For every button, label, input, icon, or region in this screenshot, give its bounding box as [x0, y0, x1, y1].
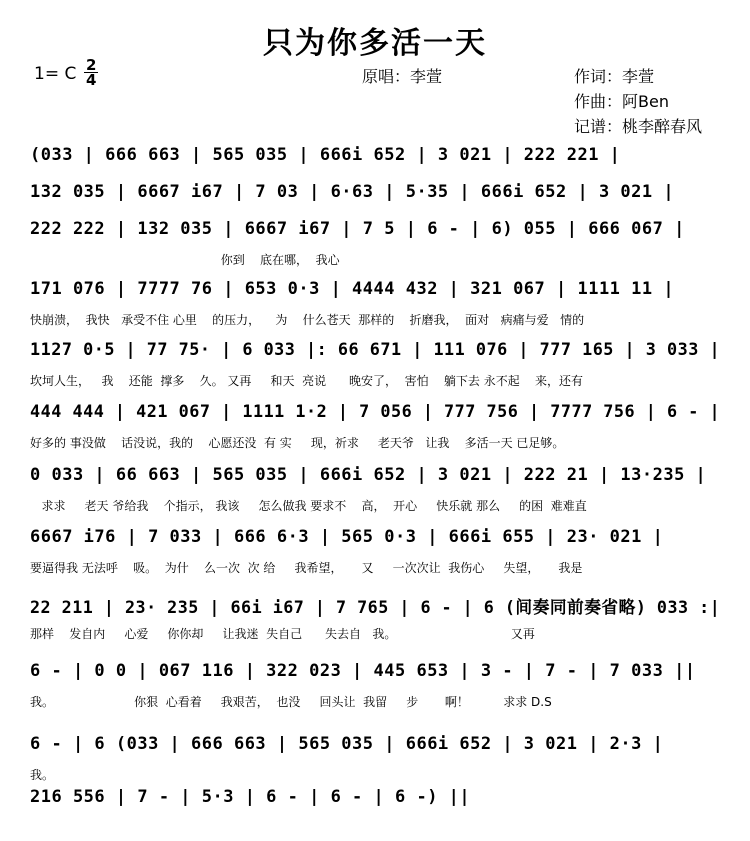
notes-line-1: (033 | 666 663 | 565 035 | 666i 652 | 3 021 | 222 221 | [30, 145, 621, 165]
lyrics-line-5: 坎坷人生， 我 还能 撑多 久。 又再 和天 亮说 晚安了， 害怕 躺下去 永不起 来，还有 [30, 374, 583, 388]
score-line-5 [30, 340, 720, 394]
key-signature: 1= C [34, 64, 77, 84]
score-line-11 [30, 734, 720, 788]
notes-line-6: 444 444 | 421 067 | 1111 1·2 | 7 056 | 777 756 | 7777 756 | 6 - | [30, 402, 721, 422]
lyrics-line-9: 那样 发自内 心爱 你你却 让我迷 失自己 失去自 我。 又再 [30, 627, 535, 641]
score-line-8 [30, 527, 720, 581]
time-signature [84, 58, 98, 87]
notes-line-9: 22 211 | 23· 235 | 66i i67 | 7 765 | 6 - | 6 (间奏同前奏省略) 033 :| [30, 598, 721, 618]
notes-line-10: 6 - | 0 0 | 067 116 | 322 023 | 445 653 | 3 - | 7 - | 7 033 || [30, 661, 696, 681]
score-line-10 [30, 661, 720, 715]
song-title: 只为你多活一天 [263, 26, 487, 61]
time-signature-bottom: 4 [86, 71, 97, 89]
singer-credit: 原唱：李萱 [362, 67, 443, 86]
lyrics-line-10: 我。 你狠 心看着 我艰苦， 也没 回头让 我留 步 啊！ 求求 D.S [30, 695, 552, 709]
lyrics-line-3: 你到 底在哪， 我心 [30, 253, 340, 267]
lyrics-line-8: 要逼得我 无法呼 吸。 为什 么一次 次 给 我希望， 又 一次次让 我伤心 失望， 我是 [30, 561, 583, 575]
composer-credit: 作曲：阿Ben [574, 92, 669, 111]
time-signature-top: 2 [86, 56, 97, 74]
notes-line-8: 6667 i76 | 7 033 | 666 6·3 | 565 0·3 | 666i 655 | 23· 021 | [30, 527, 664, 547]
score-line-12 [30, 787, 720, 841]
transcriber-credit: 记谱：桃李醉春风 [574, 117, 703, 136]
score-line-4 [30, 279, 720, 333]
notes-line-2: 132 035 | 6667 i67 | 7 03 | 6·63 | 5·35 | 666i 652 | 3 021 | [30, 182, 675, 202]
notes-line-5: 1127 0·5 | 77 75· | 6 033 |: 66 671 | 111 076 | 777 165 | 3 033 | [30, 340, 721, 360]
score-line-7 [30, 465, 720, 519]
score-line-3 [30, 219, 720, 273]
lyrics-line-4: 快崩溃， 我快 承受不住 心里 的压力， 为 什么苍天 那样的 折磨我， 面对 病痛与爱 情的 [30, 313, 585, 327]
notes-line-7: 0 033 | 66 663 | 565 035 | 666i 652 | 3 021 | 222 21 | 13·235 | [30, 465, 707, 485]
lyrics-line-11: 我。 [30, 768, 55, 782]
notes-line-3: 222 222 | 132 035 | 6667 i67 | 7 5 | 6 - | 6) 055 | 666 067 | [30, 219, 685, 239]
notes-line-12: 216 556 | 7 - | 5·3 | 6 - | 6 - | 6 -) || [30, 787, 471, 807]
lyrics-line-7: 求求 老天 爷给我 个指示， 我该 怎么做我 要求不 高， 开心 快乐就 那么 的困 难难直 [30, 499, 587, 513]
lyrics-line-6: 好多的 事没做 话没说，我的 心愿还没 有 实 现，祈求 老天爷 让我 多活一天 已足够。 [30, 436, 565, 450]
notes-line-4: 171 076 | 7777 76 | 653 0·3 | 4444 432 | 321 067 | 1111 11 | [30, 279, 675, 299]
score-line-9 [30, 593, 720, 647]
notes-line-11: 6 - | 6 (033 | 666 663 | 565 035 | 666i 652 | 3 021 | 2·3 | [30, 734, 664, 754]
lyricist-credit: 作词：李萱 [574, 67, 655, 86]
score-line-6 [30, 402, 720, 456]
